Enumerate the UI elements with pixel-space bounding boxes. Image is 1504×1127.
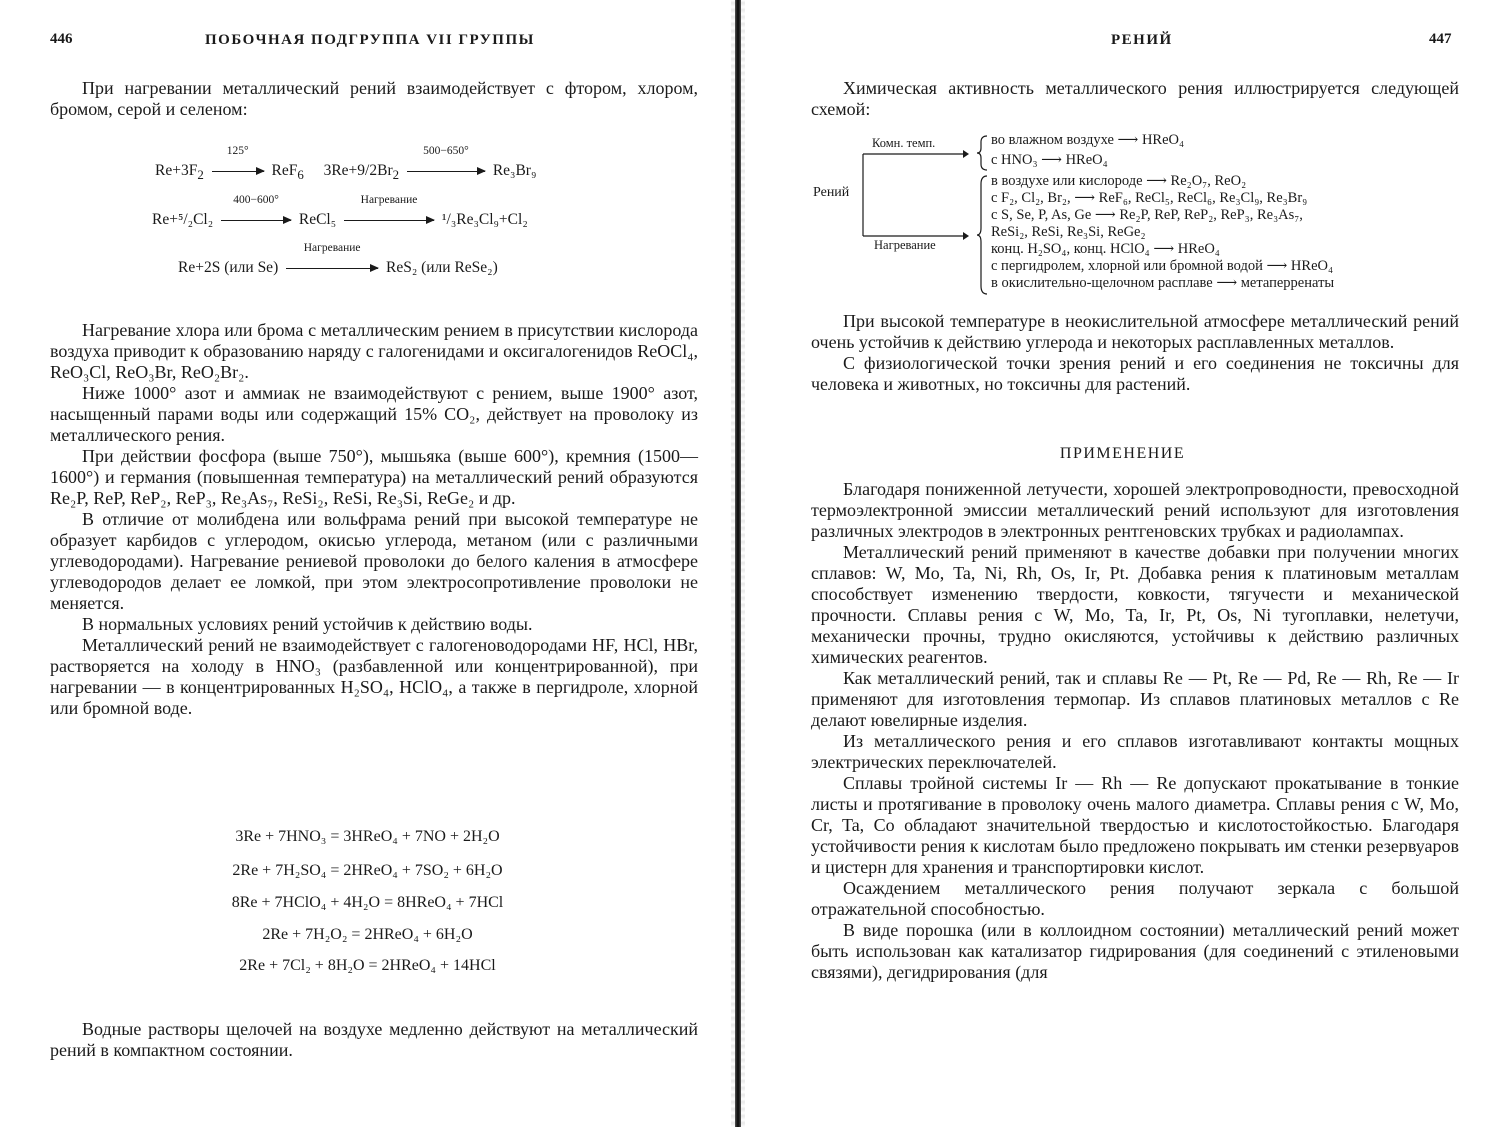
scheme-item: в окислительно-щелочном расплаве ⟶ метаперренаты: [991, 275, 1335, 291]
reaction-product: ReS₂ (или ReSe₂): [385, 259, 498, 276]
running-head: ПОБОЧНАЯ ПОДГРУППА VII ГРУППЫ: [205, 32, 535, 48]
reaction-reactants: Re+2S (или Se): [178, 259, 279, 276]
reaction-condition: Нагревание: [360, 194, 418, 207]
reaction-product: ¹/₃Re₃Cl₉+Cl₂: [441, 211, 528, 228]
scheme-root: Рений: [813, 185, 850, 200]
reaction-product: ReF: [271, 162, 298, 179]
reaction-row-2: [152, 194, 528, 229]
paragraph: В виде порошка (или в коллоидном состоянии) металлический рений может быть использован как катализатор гидрирования (для соединений с этиленовыми связями), дегидрирования (для: [811, 920, 1459, 982]
paragraph: Водные растворы щелочей на воздухе медленно действуют на металлический рений в компактном состоянии.: [50, 1019, 698, 1060]
brace-heat: [975, 174, 989, 296]
reaction-condition: 400−600°: [233, 194, 279, 207]
paragraph-text: При нагревании металлический рений взаимодействует с фтором, хлором, бромом, серой и селеном:: [50, 78, 698, 119]
scheme-connector-lines: [859, 140, 969, 250]
paragraph-text: Химическая активность металлического рения иллюстрируется следующей схемой:: [811, 78, 1459, 119]
reaction-arrow: [286, 242, 378, 277]
section-title: ПРИМЕНЕНИЕ: [1059, 445, 1186, 462]
reaction-product: ReCl₅: [298, 211, 337, 228]
scheme-item: с F₂, Cl₂, Br₂, ⟶ ReF₆, ReCl₅, ReCl₆, Re₃Cl₉, Re₃Br₉: [991, 190, 1308, 206]
reaction-reactants: Re+⁵/₂Cl₂: [152, 211, 214, 228]
reaction-product: Re₃Br₉: [492, 162, 537, 179]
scheme-item: с HNO₃ ⟶ HReO₄: [991, 152, 1108, 168]
intro-paragraph: [50, 78, 698, 120]
reaction-reactants: Re+3F: [155, 162, 198, 179]
reaction-arrow: [212, 145, 264, 180]
reaction-row-1: [155, 145, 537, 183]
left-page: [0, 0, 735, 1127]
reaction-arrow: [407, 145, 485, 180]
body-text-b: [811, 479, 1459, 983]
paragraph: При действии фосфора (выше 750°), мышьяка (выше 600°), кремния (1500—1600°) и германия (повышенная температура) на металлический рений образуются Re₂P, ReP, ReP₂, ReP₃, Re₃As₇, ReSi₂, ReSi, Re₃Si, ReGe₂ и др.: [50, 446, 698, 508]
scheme-item: во влажном воздухе ⟶ HReO₄: [991, 132, 1185, 148]
reaction-subscript: 2: [392, 167, 400, 183]
reaction-reactants: 3Re+9/2Br: [323, 162, 393, 179]
reaction-condition: Нагревание: [303, 242, 361, 255]
scheme-item: с пергидролем, хлорной или бромной водой ⟶ HReO₄: [991, 258, 1334, 274]
reaction-condition: 500−650°: [423, 145, 469, 158]
right-page: [741, 0, 1504, 1127]
reaction-arrow: [344, 194, 434, 229]
paragraph: Как металлический рений, так и сплавы Re — Pt, Re — Pd, Re — Rh, Re — Ir применяют для изготовления термопар. Из сплавов платиновых металлов с Re делают ювелирные изделия.: [811, 668, 1459, 730]
paragraph: С физиологической точки зрения рений и его соединения не токсичны для человека и животных, но токсичны для растений.: [811, 353, 1459, 394]
reaction-subscript: 6: [297, 167, 304, 183]
body-text-a: [811, 311, 1459, 395]
running-head: РЕНИЙ: [1111, 32, 1173, 48]
equation: 8Re + 7HClO₄ + 4H₂O = 8HReO₄ + 7HCl: [231, 894, 504, 911]
equation: 2Re + 7Cl₂ + 8H₂O = 2HReO₄ + 14HCl: [239, 957, 496, 974]
equation: 2Re + 7H₂SO₄ = 2HReO₄ + 7SO₂ + 6H₂O: [232, 862, 503, 879]
scheme-item: в воздухе или кислороде ⟶ Re₂O₇, ReO₂: [991, 173, 1247, 189]
scheme-item: конц. H₂SO₄, конц. HClO₄ ⟶ HReO₄: [991, 241, 1220, 257]
reaction-row-3: [178, 242, 498, 277]
paragraph: Сплавы тройной системы Ir — Rh — Re допускают прокатывание в тонкие листы и протягивание в проволоку очень малого диаметра. Сплавы рения с W, Mo, Cr, Ta, Co обладают значительной твердостью и кислотостойкостью. Благодаря устойчивости рения к кислотам было предложено покрывать им стенки резервуаров и цистерн для хранения и транспортировки кислот.: [811, 773, 1459, 877]
reaction-condition: 125°: [226, 145, 249, 158]
paragraph: Металлический рений применяют в качестве добавки при получении многих сплавов: W, Mo, Ta, Ni, Rh, Os, Ir, Pt. Добавка рения к платиновым металлам способствует изменению твердости, ковкости, тягучести и механической прочности. Сплавы рения с W, Mo, Ta, Ir, Pt, Os, Ni тугоплавки, нелетучи, механически прочны, трудно окисляются, устойчивы к действию различных химических реагентов.: [811, 542, 1459, 667]
equation: 2Re + 7H₂O₂ = 2HReO₄ + 6H₂O: [262, 926, 473, 943]
scheme-item: ReSi₂, ReSi, Re₃Si, ReGe₂: [991, 224, 1146, 240]
closing-paragraph: [50, 1019, 698, 1061]
scheme-item: с S, Se, P, As, Ge ⟶ Re₂P, ReP, ReP₂, ReP₃, Re₃As₇,: [991, 207, 1303, 223]
page-number: 446: [50, 31, 73, 47]
brace-room: [975, 134, 989, 172]
paragraph: Металлический рений не взаимодействует с галогеноводородами HF, HCl, HBr, растворяется на холоду в HNO₃ (разбавленной или концентрированной), при нагревании — в концентрированных H₂SO₄, HClO₄, а также в пергидроле, хлорной или бромной воде.: [50, 635, 698, 718]
branch-room-temp: Комн. темп.: [872, 136, 936, 150]
branch-heating: Нагревание: [874, 238, 936, 252]
page-number: 447: [1429, 31, 1452, 47]
paragraph: При высокой температуре в неокислительной атмосфере металлический рений очень устойчив к действию углерода и некоторых расплавленных металлов.: [811, 311, 1459, 352]
paragraph: Из металлического рения и его сплавов изготавливают контакты мощных электрических переключателей.: [811, 731, 1459, 772]
paragraph: Ниже 1000° азот и аммиак не взаимодействуют с рением, выше 1900° азот, насыщенный парами воды или содержащий 15% CO₂, действует на проволоку из металлического рения.: [50, 383, 698, 445]
paragraph: Благодаря пониженной летучести, хорошей электропроводности, превосходной термоэлектронной эмиссии металлический рений используют для изготовления различных электродов в электронных рентгеновских трубках и радиолампах.: [811, 479, 1459, 541]
paragraph: В нормальных условиях рений устойчив к действию воды.: [82, 614, 533, 634]
equation: 3Re + 7HNO₃ = 3HReO₄ + 7NO + 2H₂O: [235, 828, 500, 845]
reaction-arrow: [221, 194, 291, 229]
paragraph: Нагревание хлора или брома с металлическим рением в присутствии кислорода воздуха приводит к образованию наряду с галогенидами и оксигалогенидов ReOCl₄, ReO₃Cl, ReO₃Br, ReO₂Br₂.: [50, 320, 698, 382]
intro-paragraph: [811, 78, 1459, 120]
body-text: [50, 320, 698, 719]
paragraph: Осаждением металлического рения получают зеркала с большой отражательной способностью.: [811, 878, 1459, 919]
paragraph: В отличие от молибдена или вольфрама рений при высокой температуре не образует карбидов с углеродом, окисью углерода, метаном (или с различными углеводородами). Нагревание рениевой проволоки до белого каления в атмосфере углеводородов делает ее ломкой, при этом электросопротивление проволоки не меняется.: [50, 509, 698, 613]
reaction-subscript: 2: [197, 167, 204, 183]
